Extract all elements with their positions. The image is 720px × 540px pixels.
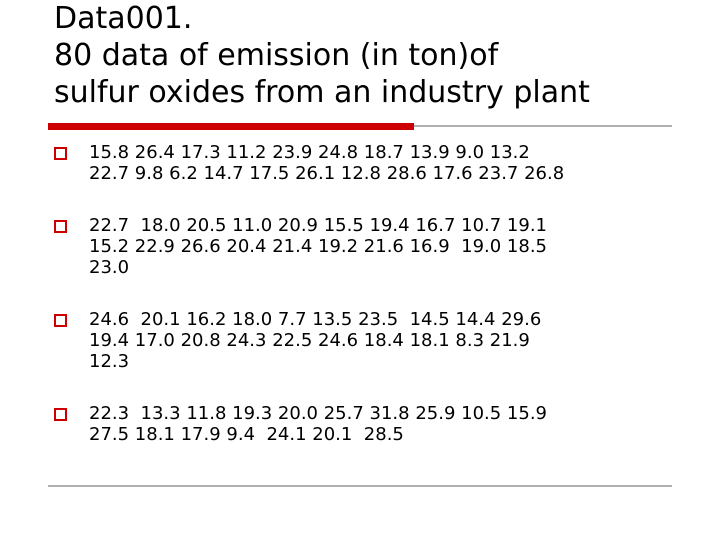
square-outline-bullet-icon [54, 408, 67, 421]
data-bullet-item-1 [54, 142, 694, 184]
square-outline-bullet-icon [54, 147, 67, 160]
data-line: 27.5 18.1 17.9 9.4 24.1 20.1 28.5 [89, 424, 404, 445]
title-accent-bar [48, 123, 414, 130]
title-line-2: 80 data of emission (in ton)of [54, 38, 499, 73]
data-line: 12.3 [89, 351, 130, 372]
data-line: 23.0 [89, 257, 130, 278]
title-line-1: Data001. [54, 1, 193, 36]
data-line: 22.7 9.8 6.2 14.7 17.5 26.1 12.8 28.6 17.6 23.7 26.8 [89, 163, 565, 184]
footer-divider-line [48, 485, 672, 487]
data-line: 22.3 13.3 11.8 19.3 20.0 25.7 31.8 25.9 10.5 15.9 [89, 403, 547, 424]
title-line-3: sulfur oxides from an industry plant [54, 75, 590, 110]
square-outline-bullet-icon [54, 220, 67, 233]
slide-title [54, 0, 704, 111]
data-line: 19.4 17.0 20.8 24.3 22.5 24.6 18.4 18.1 8.3 21.9 [89, 330, 530, 351]
data-bullet-list [54, 142, 694, 445]
data-line: 15.2 22.9 26.6 20.4 21.4 19.2 21.6 16.9 19.0 18.5 [89, 236, 547, 257]
data-line: 22.7 18.0 20.5 11.0 20.9 15.5 19.4 16.7 10.7 19.1 [89, 215, 547, 236]
data-bullet-item-3 [54, 309, 694, 372]
data-line: 15.8 26.4 17.3 11.2 23.9 24.8 18.7 13.9 9.0 13.2 [89, 142, 530, 163]
data-line: 24.6 20.1 16.2 18.0 7.7 13.5 23.5 14.5 14.4 29.6 [89, 309, 542, 330]
data-bullet-item-2 [54, 215, 694, 278]
square-outline-bullet-icon [54, 314, 67, 327]
data-bullet-item-4 [54, 403, 694, 445]
